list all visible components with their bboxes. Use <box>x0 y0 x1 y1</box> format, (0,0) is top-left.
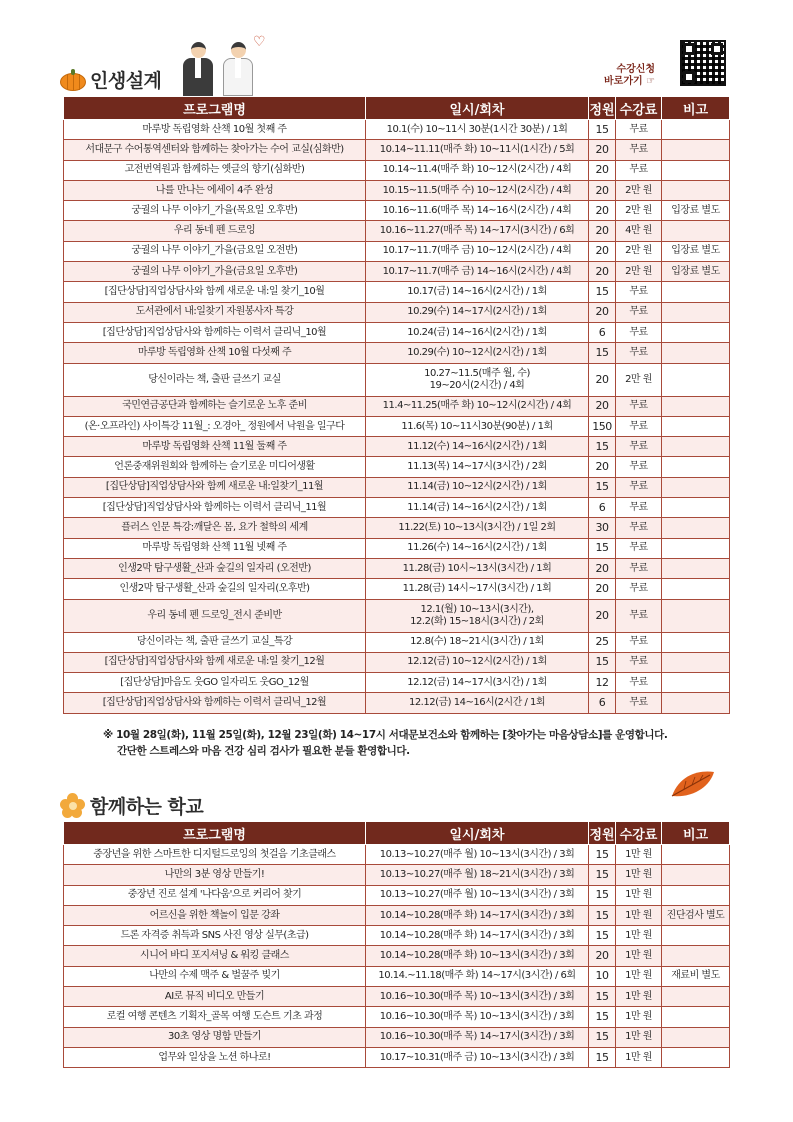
notice <box>103 727 667 759</box>
capacity-cell: 15 <box>589 477 616 497</box>
remarks-cell <box>662 987 730 1007</box>
schedule-cell: 12.12(금) 14~16시(2시간 / 1회 <box>366 693 589 713</box>
schedule-cell: 11.26(수) 14~16시(2시간) / 1회 <box>366 538 589 558</box>
capacity-cell: 20 <box>589 262 616 282</box>
table-row <box>64 1027 730 1047</box>
fee-cell: 무료 <box>616 437 662 457</box>
schedule-cell: 10.29(수) 14~17시(2시간) / 1회 <box>366 302 589 322</box>
program-name-cell: 나만의 수제 맥주 & 벌꿀주 빚기 <box>64 966 366 986</box>
program-name-cell: 도서관에서 내:일찾기 자원봉사자 특강 <box>64 302 366 322</box>
table-header-row <box>64 97 730 120</box>
program-name-cell: [집단상담]직업상담사와 함께하는 이력서 클리닉_11월 <box>64 498 366 518</box>
schedule-cell: 10.16~10.30(매주 목) 14~17시(3시간) / 3회 <box>366 1027 589 1047</box>
fee-cell: 1만 원 <box>616 865 662 885</box>
table-row <box>64 926 730 946</box>
table-row <box>64 396 730 416</box>
capacity-cell: 20 <box>589 180 616 200</box>
capacity-cell: 15 <box>589 120 616 140</box>
notice-line-2: 간단한 스트레스와 마음 건강 심리 검사가 필요한 분들 환영합니다. <box>117 745 410 757</box>
program-name-cell: 인생2막 탐구생활_산과 숲길의 일자리(오후반) <box>64 579 366 599</box>
table-row <box>64 180 730 200</box>
fee-cell: 2만 원 <box>616 241 662 261</box>
fee-cell: 1만 원 <box>616 1007 662 1027</box>
pointing-hand-icon: ☞ <box>646 76 656 87</box>
program-name-cell: [집단상담]직업상담사와 함께하는 이력서 클리닉_12월 <box>64 693 366 713</box>
section-2-title: 함께하는 학교 <box>90 796 204 818</box>
program-name-cell: 궁궐의 나무 이야기_가을(금요일 오전반) <box>64 241 366 261</box>
remarks-cell: 재료비 별도 <box>662 966 730 986</box>
section-2-heading <box>60 792 203 819</box>
fee-cell: 무료 <box>616 599 662 632</box>
people-illustration <box>183 34 266 96</box>
remarks-cell <box>662 1027 730 1047</box>
schedule-cell: 11.6(목) 10~11시30분(90분) / 1회 <box>366 416 589 436</box>
program-table-life-design <box>63 96 730 714</box>
remarks-cell <box>662 477 730 497</box>
schedule-cell: 10.16~11.27(매주 목) 14~17시(3시간) / 6회 <box>366 221 589 241</box>
table-row <box>64 221 730 241</box>
remarks-cell <box>662 579 730 599</box>
table-row <box>64 201 730 221</box>
schedule-cell: 11.14(금) 14~16시(2시간) / 1회 <box>366 498 589 518</box>
capacity-cell: 20 <box>589 241 616 261</box>
table-row <box>64 885 730 905</box>
schedule-cell: 11.28(금) 14시~17시(3시간) / 1회 <box>366 579 589 599</box>
schedule-cell: 10.14~10.28(매주 화) 10~13시(3시간) / 3회 <box>366 946 589 966</box>
fee-cell: 1만 원 <box>616 1027 662 1047</box>
capacity-cell: 20 <box>589 160 616 180</box>
program-name-cell: 어르신을 위한 책놀이 입문 강좌 <box>64 905 366 925</box>
fee-cell: 무료 <box>616 538 662 558</box>
remarks-cell <box>662 632 730 652</box>
table-row <box>64 652 730 672</box>
capacity-cell: 6 <box>589 498 616 518</box>
capacity-cell: 15 <box>589 343 616 363</box>
program-name-cell: 고전번역원과 함께하는 옛글의 향기(심화반) <box>64 160 366 180</box>
program-name-cell: 마루방 독립영화 산책 10월 다섯째 주 <box>64 343 366 363</box>
capacity-cell: 10 <box>589 966 616 986</box>
program-name-cell: 나만의 3분 영상 만들기! <box>64 865 366 885</box>
fee-cell: 무료 <box>616 632 662 652</box>
remarks-cell: 입장료 별도 <box>662 262 730 282</box>
fee-cell: 1만 원 <box>616 845 662 865</box>
schedule-cell: 10.17~11.7(매주 금) 10~12시(2시간) / 4회 <box>366 241 589 261</box>
program-name-cell: [집단상담]직업상담사와 함께하는 이력서 클리닉_10월 <box>64 322 366 342</box>
schedule-cell: 10.17~10.31(매주 금) 10~13시(3시간) / 3회 <box>366 1047 589 1067</box>
table-header-row <box>64 822 730 845</box>
schedule-cell: 11.22(토) 10~13시(3시간) / 1일 2회 <box>366 518 589 538</box>
remarks-cell <box>662 180 730 200</box>
table-row <box>64 579 730 599</box>
program-name-cell: 드론 자격증 취득과 SNS 사진 영상 실무(초급) <box>64 926 366 946</box>
table-row <box>64 599 730 632</box>
remarks-cell <box>662 343 730 363</box>
program-name-cell: (온·오프라인) 사이특강 11월_: 오경아_ 정원에서 낙원을 일구다 <box>64 416 366 436</box>
remarks-cell <box>662 302 730 322</box>
heart-icon: ♡ <box>253 34 266 50</box>
table-row <box>64 241 730 261</box>
fee-cell: 1만 원 <box>616 966 662 986</box>
schedule-cell: 10.1(수) 10~11시 30분(1시간 30분) / 1회 <box>366 120 589 140</box>
schedule-cell: 11.28(금) 10시~13시(3시간) / 1회 <box>366 558 589 578</box>
remarks-cell <box>662 926 730 946</box>
flower-icon <box>60 793 86 819</box>
remarks-cell <box>662 498 730 518</box>
remarks-cell <box>662 140 730 160</box>
schedule-cell: 12.1(월) 10~13시(3시간), 12.2(화) 15~18시(3시간) / 2회 <box>366 599 589 632</box>
remarks-cell <box>662 1047 730 1067</box>
col-remarks: 비고 <box>662 822 730 845</box>
table-row <box>64 538 730 558</box>
signup-goto-label: 바로가기 ☞ <box>604 76 656 87</box>
table-row <box>64 865 730 885</box>
fee-cell: 1만 원 <box>616 1047 662 1067</box>
remarks-cell <box>662 416 730 436</box>
program-name-cell: [집단상담]마음도 웃GO 일자리도 웃GO_12월 <box>64 673 366 693</box>
schedule-cell: 10.14~10.28(매주 화) 14~17시(3시간) / 3회 <box>366 926 589 946</box>
fee-cell: 무료 <box>616 457 662 477</box>
capacity-cell: 6 <box>589 693 616 713</box>
schedule-cell: 11.13(목) 14~17시(3시간) / 2회 <box>366 457 589 477</box>
section-1-title: 인생설계 <box>90 70 162 92</box>
program-name-cell: 중장년 진로 설계 '나다움'으로 커리어 찾기 <box>64 885 366 905</box>
capacity-cell: 15 <box>589 1027 616 1047</box>
program-name-cell: 우리 동네 펜 드로잉 <box>64 221 366 241</box>
remarks-cell <box>662 538 730 558</box>
schedule-cell: 10.14~11.4(매주 화) 10~12시(2시간) / 4회 <box>366 160 589 180</box>
table-row <box>64 282 730 302</box>
fee-cell: 2만 원 <box>616 363 662 396</box>
schedule-cell: 11.12(수) 14~16시(2시간) / 1회 <box>366 437 589 457</box>
remarks-cell <box>662 693 730 713</box>
schedule-cell: 10.16~10.30(매주 목) 10~13시(3시간) / 3회 <box>366 1007 589 1027</box>
capacity-cell: 15 <box>589 538 616 558</box>
col-capacity: 정원 <box>589 97 616 120</box>
program-name-cell: 마루방 독립영화 산책 11월 둘째 주 <box>64 437 366 457</box>
remarks-cell <box>662 322 730 342</box>
program-name-cell: 플러스 인문 특강:깨달은 몸, 요가 철학의 세계 <box>64 518 366 538</box>
capacity-cell: 20 <box>589 599 616 632</box>
capacity-cell: 20 <box>589 579 616 599</box>
capacity-cell: 20 <box>589 457 616 477</box>
fee-cell: 무료 <box>616 343 662 363</box>
table-row <box>64 946 730 966</box>
fee-cell: 무료 <box>616 322 662 342</box>
col-schedule: 일시/회차 <box>366 97 589 120</box>
schedule-cell: 10.16~11.6(매주 목) 14~16시(2시간) / 4회 <box>366 201 589 221</box>
schedule-cell: 10.13~10.27(매주 월) 10~13시(3시간) / 3회 <box>366 845 589 865</box>
remarks-cell <box>662 396 730 416</box>
capacity-cell: 20 <box>589 201 616 221</box>
fee-cell: 무료 <box>616 518 662 538</box>
schedule-cell: 10.14~10.28(매주 화) 14~17시(3시간) / 3회 <box>366 905 589 925</box>
schedule-cell: 10.27~11.5(매주 월, 수) 19~20시(2시간) / 4회 <box>366 363 589 396</box>
remarks-cell <box>662 599 730 632</box>
fee-cell: 무료 <box>616 652 662 672</box>
table-row <box>64 477 730 497</box>
table-row <box>64 302 730 322</box>
fee-cell: 무료 <box>616 160 662 180</box>
qr-code-icon[interactable] <box>680 40 726 86</box>
fee-cell: 무료 <box>616 498 662 518</box>
capacity-cell: 15 <box>589 905 616 925</box>
program-name-cell: 30초 영상 명함 만들기 <box>64 1027 366 1047</box>
col-program-name: 프로그램명 <box>64 97 366 120</box>
capacity-cell: 15 <box>589 865 616 885</box>
man-in-light-suit-icon <box>223 42 253 96</box>
remarks-cell <box>662 652 730 672</box>
capacity-cell: 15 <box>589 987 616 1007</box>
program-name-cell: 인생2막 탐구생활_산과 숲길의 일자리 (오전반) <box>64 558 366 578</box>
fee-cell: 무료 <box>616 282 662 302</box>
program-name-cell: 마루방 독립영화 산책 10월 첫째 주 <box>64 120 366 140</box>
capacity-cell: 20 <box>589 363 616 396</box>
fee-cell: 4만 원 <box>616 221 662 241</box>
col-program-name: 프로그램명 <box>64 822 366 845</box>
remarks-cell <box>662 845 730 865</box>
fee-cell: 무료 <box>616 120 662 140</box>
table-row <box>64 632 730 652</box>
table-row <box>64 322 730 342</box>
col-schedule: 일시/회차 <box>366 822 589 845</box>
capacity-cell: 15 <box>589 845 616 865</box>
program-name-cell: 중장년을 위한 스마트한 디지털드로잉의 첫걸음 기초클래스 <box>64 845 366 865</box>
remarks-cell <box>662 282 730 302</box>
schedule-cell: 11.14(금) 10~12시(2시간) / 1회 <box>366 477 589 497</box>
table-row <box>64 363 730 396</box>
capacity-cell: 15 <box>589 1047 616 1067</box>
schedule-cell: 12.8(수) 18~21시(3시간) / 1회 <box>366 632 589 652</box>
schedule-cell: 11.4~11.25(매주 화) 10~12시(2시간) / 4회 <box>366 396 589 416</box>
fee-cell: 무료 <box>616 579 662 599</box>
capacity-cell: 25 <box>589 632 616 652</box>
capacity-cell: 15 <box>589 926 616 946</box>
fee-cell: 2만 원 <box>616 180 662 200</box>
remarks-cell <box>662 865 730 885</box>
program-name-cell: 언론중재위원회와 함께하는 슬기로운 미디어생활 <box>64 457 366 477</box>
table-row <box>64 518 730 538</box>
schedule-cell: 10.14~11.11(매주 화) 10~11시(1시간) / 5회 <box>366 140 589 160</box>
capacity-cell: 20 <box>589 396 616 416</box>
fee-cell: 무료 <box>616 477 662 497</box>
schedule-cell: 10.17(금) 14~16시(2시간) / 1회 <box>366 282 589 302</box>
table-row <box>64 693 730 713</box>
remarks-cell <box>662 457 730 477</box>
table-row <box>64 1007 730 1027</box>
capacity-cell: 15 <box>589 1007 616 1027</box>
program-name-cell: 국민연금공단과 함께하는 슬기로운 노후 준비 <box>64 396 366 416</box>
remarks-cell <box>662 363 730 396</box>
program-table-together-school <box>63 821 730 1068</box>
table-row <box>64 416 730 436</box>
fee-cell: 무료 <box>616 396 662 416</box>
table-row <box>64 845 730 865</box>
fee-cell: 1만 원 <box>616 926 662 946</box>
col-fee: 수강료 <box>616 822 662 845</box>
capacity-cell: 20 <box>589 946 616 966</box>
table-row <box>64 905 730 925</box>
schedule-cell: 10.13~10.27(매주 월) 10~13시(3시간) / 3회 <box>366 885 589 905</box>
program-name-cell: 우리 동네 펜 드로잉_전시 준비반 <box>64 599 366 632</box>
program-name-cell: 마루방 독립영화 산책 11월 넷째 주 <box>64 538 366 558</box>
notice-line-1: ※ 10월 28일(화), 11월 25일(화), 12월 23일(화) 14~17시 서대문보건소와 함께하는 [찾아가는 마음상담소]를 운영합니다. <box>103 729 668 741</box>
remarks-cell <box>662 120 730 140</box>
remarks-cell <box>662 160 730 180</box>
schedule-cell: 12.12(금) 10~12시(2시간) / 1회 <box>366 652 589 672</box>
table-row <box>64 437 730 457</box>
program-name-cell: AI로 뮤직 비디오 만들기 <box>64 987 366 1007</box>
program-name-cell: 당신이라는 책, 출판 글쓰기 교실_특강 <box>64 632 366 652</box>
capacity-cell: 150 <box>589 416 616 436</box>
remarks-cell <box>662 558 730 578</box>
capacity-cell: 20 <box>589 558 616 578</box>
table-row <box>64 120 730 140</box>
remarks-cell <box>662 885 730 905</box>
signup-shortcut[interactable] <box>604 64 655 88</box>
capacity-cell: 20 <box>589 221 616 241</box>
program-name-cell: 나를 만나는 에세이 4주 완성 <box>64 180 366 200</box>
remarks-cell: 입장료 별도 <box>662 241 730 261</box>
table-row <box>64 160 730 180</box>
fee-cell: 무료 <box>616 302 662 322</box>
remarks-cell: 입장료 별도 <box>662 201 730 221</box>
fee-cell: 무료 <box>616 558 662 578</box>
remarks-cell <box>662 673 730 693</box>
table-row <box>64 966 730 986</box>
table-row <box>64 673 730 693</box>
fee-cell: 1만 원 <box>616 885 662 905</box>
program-name-cell: 당신이라는 책, 출판 글쓰기 교실 <box>64 363 366 396</box>
fee-cell: 무료 <box>616 140 662 160</box>
fee-cell: 1만 원 <box>616 987 662 1007</box>
capacity-cell: 15 <box>589 282 616 302</box>
table-row <box>64 558 730 578</box>
autumn-leaf-icon <box>670 770 716 798</box>
remarks-cell <box>662 1007 730 1027</box>
col-fee: 수강료 <box>616 97 662 120</box>
signup-label: 수강신청 <box>616 64 656 75</box>
schedule-cell: 10.14.~11.18(매주 화) 14~17시(3시간) / 6회 <box>366 966 589 986</box>
fee-cell: 2만 원 <box>616 262 662 282</box>
table-row <box>64 498 730 518</box>
capacity-cell: 15 <box>589 885 616 905</box>
program-name-cell: 시니어 바디 포지셔닝 & 워킹 클래스 <box>64 946 366 966</box>
capacity-cell: 20 <box>589 302 616 322</box>
col-capacity: 정원 <box>589 822 616 845</box>
fee-cell: 무료 <box>616 416 662 436</box>
capacity-cell: 15 <box>589 437 616 457</box>
table-row <box>64 987 730 1007</box>
pumpkin-icon <box>60 69 86 91</box>
schedule-cell: 10.24(금) 14~16시(2시간) / 1회 <box>366 322 589 342</box>
fee-cell: 1만 원 <box>616 946 662 966</box>
program-name-cell: [집단상담]직업상담사와 함께 새로운 내:일 찾기_10월 <box>64 282 366 302</box>
remarks-cell <box>662 437 730 457</box>
program-name-cell: 로컬 여행 콘텐츠 기획자_골목 여행 도슨트 기초 과정 <box>64 1007 366 1027</box>
fee-cell: 1만 원 <box>616 905 662 925</box>
remarks-cell <box>662 221 730 241</box>
program-name-cell: 서대문구 수어통역센터와 함께하는 찾아가는 수어 교실(심화반) <box>64 140 366 160</box>
table-row <box>64 262 730 282</box>
capacity-cell: 20 <box>589 140 616 160</box>
schedule-cell: 10.16~10.30(매주 목) 10~13시(3시간) / 3회 <box>366 987 589 1007</box>
col-remarks: 비고 <box>662 97 730 120</box>
schedule-cell: 10.17~11.7(매주 금) 14~16시(2시간) / 4회 <box>366 262 589 282</box>
fee-cell: 2만 원 <box>616 201 662 221</box>
schedule-cell: 10.13~10.27(매주 월) 18~21시(3시간) / 3회 <box>366 865 589 885</box>
capacity-cell: 6 <box>589 322 616 342</box>
program-name-cell: [집단상담]직업상담사와 함께 새로운 내:일 찾기_12월 <box>64 652 366 672</box>
capacity-cell: 30 <box>589 518 616 538</box>
remarks-cell <box>662 518 730 538</box>
remarks-cell: 진단검사 별도 <box>662 905 730 925</box>
table-row <box>64 457 730 477</box>
schedule-cell: 12.12(금) 14~17시(3시간) / 1회 <box>366 673 589 693</box>
capacity-cell: 15 <box>589 652 616 672</box>
program-name-cell: [집단상담]직업상담사와 함께 새로운 내:일찾기_11월 <box>64 477 366 497</box>
capacity-cell: 12 <box>589 673 616 693</box>
fee-cell: 무료 <box>616 693 662 713</box>
program-name-cell: 궁궐의 나무 이야기_가을(금요일 오후반) <box>64 262 366 282</box>
table-row <box>64 343 730 363</box>
schedule-cell: 10.29(수) 10~12시(2시간) / 1회 <box>366 343 589 363</box>
program-name-cell: 업무와 일상을 노션 하나로! <box>64 1047 366 1067</box>
remarks-cell <box>662 946 730 966</box>
section-1-heading <box>60 66 161 93</box>
man-in-dark-suit-icon <box>183 42 213 96</box>
fee-cell: 무료 <box>616 673 662 693</box>
schedule-cell: 10.15~11.5(매주 수) 10~12시(2시간) / 4회 <box>366 180 589 200</box>
program-name-cell: 궁궐의 나무 이야기_가을(목요일 오후반) <box>64 201 366 221</box>
table-row <box>64 140 730 160</box>
table-row <box>64 1047 730 1067</box>
